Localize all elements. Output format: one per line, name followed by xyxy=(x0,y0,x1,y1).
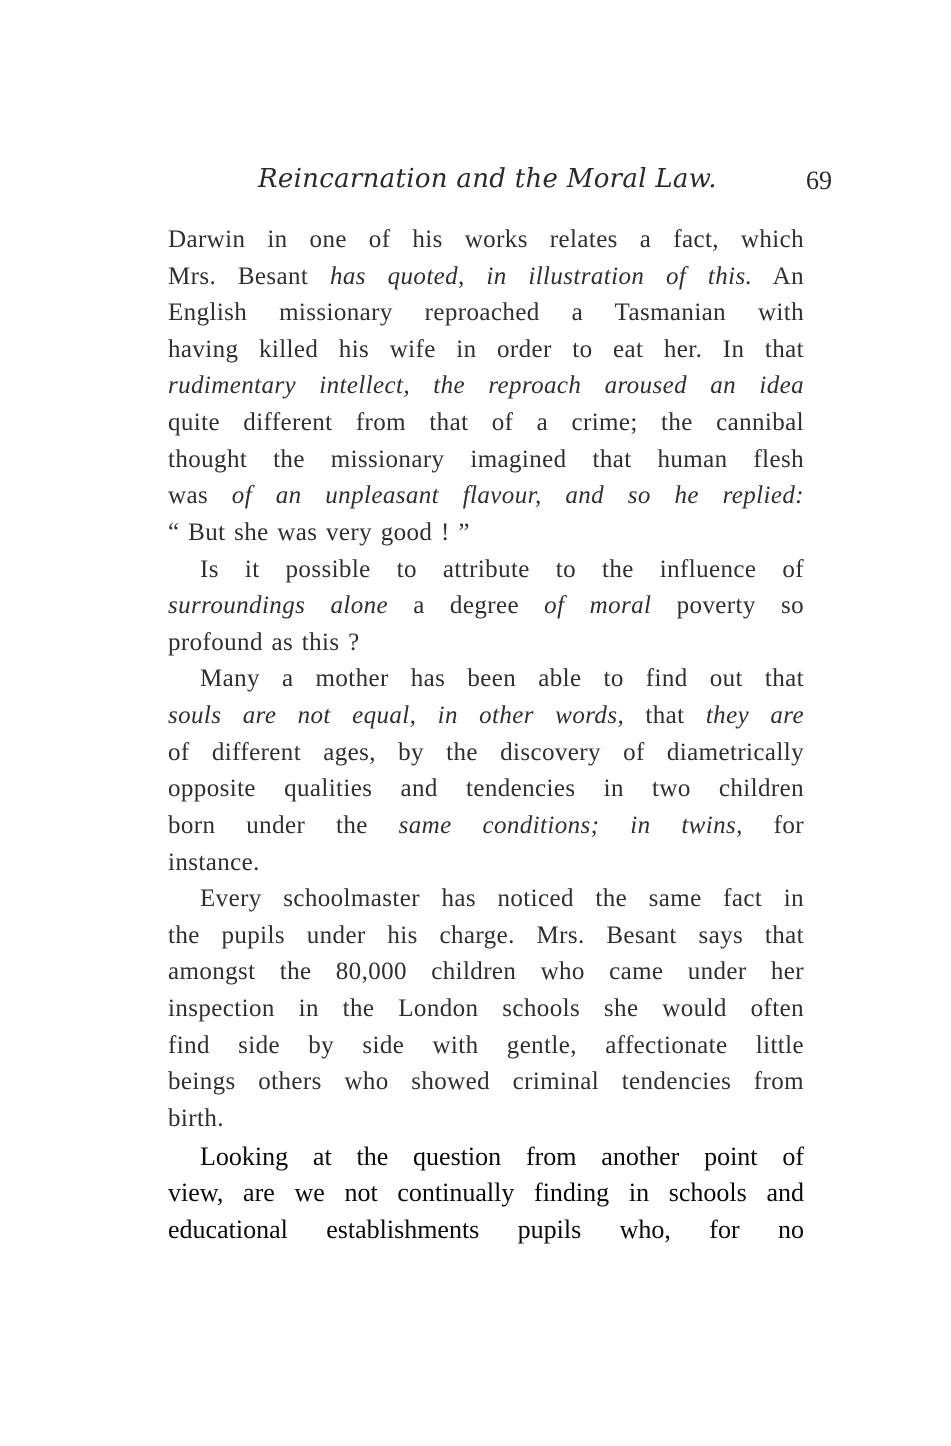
text-line xyxy=(168,849,804,877)
text-line xyxy=(168,995,804,1023)
text-segment: that xyxy=(624,702,706,730)
text-segment: amongst the 80,000 children who came under her xyxy=(168,958,804,986)
page-number: 69 xyxy=(806,166,832,195)
text-segment: Many a mother has been able to find out that xyxy=(200,665,804,693)
text-segment: for xyxy=(742,811,804,839)
italic-text: they are xyxy=(705,702,804,730)
text-line xyxy=(168,812,804,840)
text-segment: inspection in the London schools she would often xyxy=(168,995,804,1023)
italic-text: of moral xyxy=(544,592,652,620)
text-line xyxy=(200,1142,804,1172)
text-line xyxy=(168,519,804,547)
text-line xyxy=(200,665,804,693)
text-segment: An xyxy=(752,262,804,290)
text-segment: educational establishments pupils who, for no xyxy=(168,1214,804,1244)
text-line xyxy=(168,336,804,364)
text-segment: the pupils under his charge. Mrs. Besant says that xyxy=(168,921,804,949)
text-segment: opposite qualities and tendencies in two children xyxy=(168,775,804,803)
text-line xyxy=(168,1068,804,1096)
text-segment: view, are we not continually finding in schools and xyxy=(168,1178,804,1208)
text-segment: of different ages, by the discovery of diametrically xyxy=(168,738,804,766)
text-line xyxy=(168,1105,804,1133)
text-segment: Mrs. Besant xyxy=(168,262,330,290)
text-segment: born under the xyxy=(168,811,399,839)
text-segment: beings others who showed criminal tendencies from xyxy=(168,1068,804,1096)
text-segment: Every schoolmaster has noticed the same fact in xyxy=(200,885,804,913)
italic-text: souls are not equal, in other words, xyxy=(168,702,625,730)
italic-text: of an unpleasant flavour, and so he replied: xyxy=(231,482,804,510)
text-line xyxy=(200,885,804,913)
text-line xyxy=(168,775,804,803)
text-segment: instance. xyxy=(168,848,260,876)
text-segment: was xyxy=(168,482,232,510)
text-line xyxy=(168,446,804,474)
italic-text: same conditions; in twins, xyxy=(398,811,743,839)
text-segment: quite different from that of a crime; the cannibal xyxy=(168,409,804,437)
text-line xyxy=(168,409,804,437)
text-line xyxy=(200,556,804,584)
italic-text: rudimentary intellect, the reproach aroused an idea xyxy=(168,372,804,400)
text-segment: English missionary reproached a Tasmanian with xyxy=(168,299,804,327)
italic-text: surroundings alone xyxy=(168,592,388,620)
text-segment: Is it possible to attribute to the influence of xyxy=(200,555,804,583)
text-line xyxy=(168,1215,804,1245)
text-segment: having killed his wife in order to eat her. In that xyxy=(168,335,804,363)
text-line xyxy=(168,702,804,730)
text-segment: Looking at the question from another point of xyxy=(200,1141,804,1171)
text-line xyxy=(168,1178,804,1208)
text-segment: find side by side with gentle, affectionate little xyxy=(168,1031,804,1059)
text-line xyxy=(168,263,804,291)
text-segment: a degree xyxy=(388,592,545,620)
text-line xyxy=(168,1032,804,1060)
text-line xyxy=(168,629,804,657)
text-line xyxy=(168,226,804,254)
italic-text: has quoted, in illustration of this. xyxy=(329,262,753,290)
text-segment: poverty so xyxy=(651,592,805,620)
text-segment: profound as this ? xyxy=(168,628,360,656)
text-line xyxy=(168,958,804,986)
text-line xyxy=(168,482,804,510)
text-segment: Darwin in one of his works relates a fact, which xyxy=(168,226,804,253)
text-segment: birth. xyxy=(168,1104,224,1132)
text-line xyxy=(168,922,804,950)
text-line xyxy=(168,592,804,620)
text-segment: “ But she was very good ! ” xyxy=(168,518,470,546)
text-segment: thought the missionary imagined that human flesh xyxy=(168,445,804,473)
running-header: Reincarnation and the Moral Law. xyxy=(258,164,717,194)
text-line xyxy=(168,299,804,327)
text-line xyxy=(168,739,804,767)
text-line xyxy=(168,372,804,400)
